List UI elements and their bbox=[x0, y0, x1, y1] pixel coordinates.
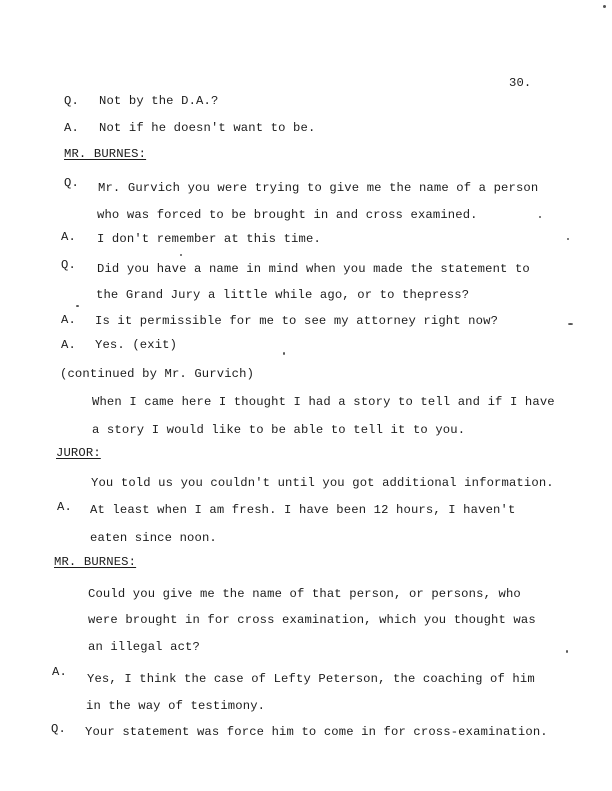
line-label: A. bbox=[57, 500, 72, 514]
line-text: Could you give me the name of that person, or persons, who bbox=[88, 587, 521, 601]
scan-speck bbox=[539, 216, 541, 218]
line-label: A. bbox=[61, 338, 76, 352]
line-text: Your statement was force him to come in for cross-examination. bbox=[85, 725, 548, 739]
scan-speck bbox=[283, 352, 285, 355]
scan-speck bbox=[567, 238, 569, 240]
line-text: At least when I am fresh. I have been 12 hours, I haven't bbox=[90, 503, 516, 517]
line-text: You told us you couldn't until you got additional information. bbox=[91, 476, 554, 490]
line-text: eaten since noon. bbox=[90, 531, 217, 545]
line-text: Yes, I think the case of Lefty Peterson, the coaching of him bbox=[87, 672, 535, 686]
speaker-heading: JUROR: bbox=[56, 446, 101, 460]
line-label: A. bbox=[61, 230, 76, 244]
line-text: Is it permissible for me to see my attorney right now? bbox=[95, 314, 499, 328]
speaker-heading: MR. BURNES: bbox=[54, 555, 137, 569]
line-text: Yes. (exit) bbox=[95, 338, 178, 352]
line-label: Q. bbox=[64, 176, 79, 190]
line-label: Q. bbox=[51, 722, 66, 736]
line-text: When I came here I thought I had a story to tell and if I have bbox=[92, 395, 555, 409]
line-text: who was forced to be brought in and cross examined. bbox=[97, 208, 478, 222]
scan-speck bbox=[76, 305, 79, 307]
line-text: Not if he doesn't want to be. bbox=[99, 121, 316, 135]
line-text: an illegal act? bbox=[88, 640, 200, 654]
line-text: Not by the D.A.? bbox=[99, 94, 219, 108]
line-label: Q. bbox=[61, 258, 76, 272]
line-text: in the way of testimony. bbox=[86, 699, 266, 713]
line-text: (continued by Mr. Gurvich) bbox=[60, 367, 255, 381]
line-text: a story I would like to be able to tell it to you. bbox=[92, 423, 466, 437]
line-text: I don't remember at this time. bbox=[97, 232, 321, 246]
line-label: A. bbox=[52, 665, 67, 679]
scan-speck bbox=[568, 323, 573, 325]
scan-speck bbox=[566, 650, 568, 653]
line-text: the Grand Jury a little while ago, or to thepress? bbox=[96, 288, 470, 302]
speaker-heading: MR. BURNES: bbox=[64, 147, 147, 161]
line-label: Q. bbox=[64, 94, 79, 108]
line-label: A. bbox=[61, 313, 76, 327]
scan-speck bbox=[603, 5, 606, 8]
line-label: A. bbox=[64, 121, 79, 135]
scan-speck bbox=[180, 254, 182, 256]
line-text: were brought in for cross examination, which you thought was bbox=[88, 613, 536, 627]
page-number: 30. bbox=[509, 76, 532, 90]
line-text: Mr. Gurvich you were trying to give me the name of a person bbox=[98, 181, 539, 195]
line-text: Did you have a name in mind when you made the statement to bbox=[97, 262, 530, 276]
